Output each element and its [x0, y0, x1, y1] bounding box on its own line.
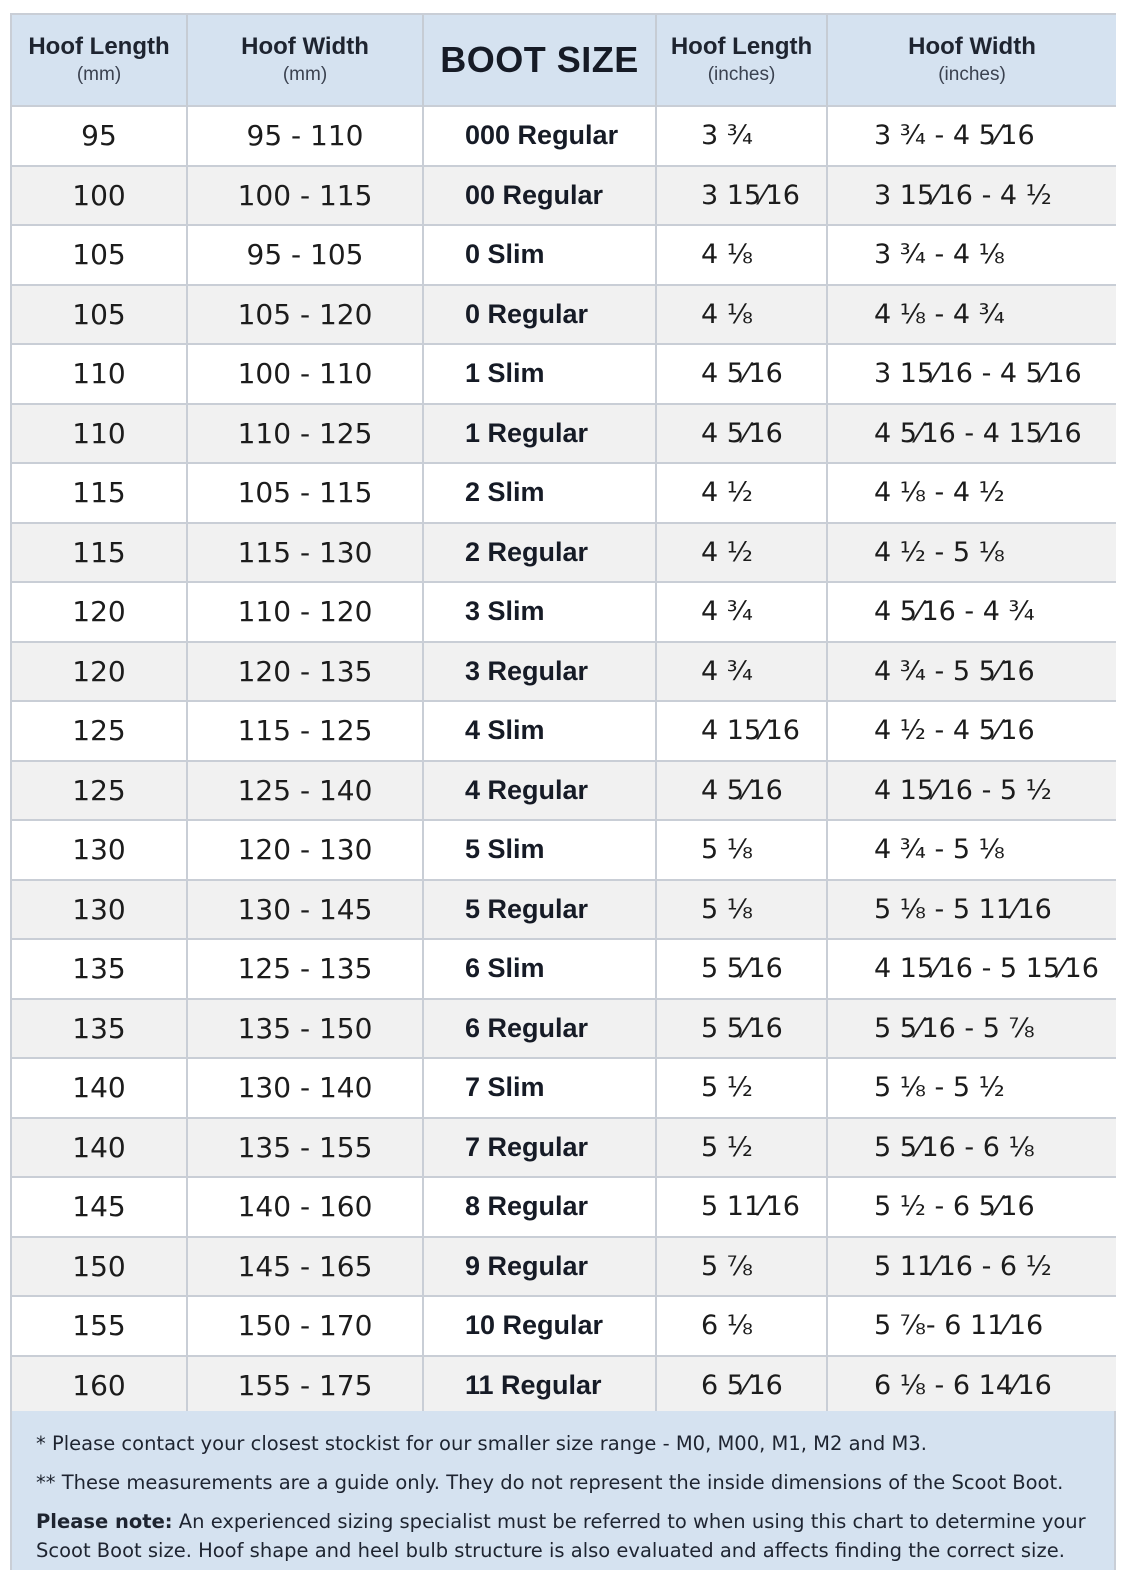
table-row	[12, 820, 1116, 880]
cell-hoof-length-in: 5 5⁄16	[656, 939, 827, 999]
cell-hoof-width-mm: 110 - 125	[187, 404, 423, 464]
cell-hoof-width-mm: 155 - 175	[187, 1356, 423, 1415]
cell-hoof-width-in: 4 ¾ - 5 ⅛	[827, 820, 1116, 880]
cell-hoof-length-mm: 130	[12, 880, 187, 940]
cell-hoof-length-mm: 160	[12, 1356, 187, 1415]
cell-hoof-width-mm: 95 - 105	[187, 225, 423, 285]
cell-hoof-width-in: 5 5⁄16 - 5 ⅞	[827, 999, 1116, 1059]
cell-hoof-width-mm: 130 - 140	[187, 1058, 423, 1118]
table-row	[12, 582, 1116, 642]
cell-boot-size: 2 Slim	[423, 463, 656, 523]
cell-hoof-width-mm: 135 - 155	[187, 1118, 423, 1178]
cell-hoof-length-mm: 125	[12, 761, 187, 821]
note-label: Please note:	[36, 1510, 173, 1533]
cell-hoof-length-in: 4 ½	[656, 523, 827, 583]
header-title: Hoof Length	[28, 33, 170, 60]
cell-hoof-width-in: 6 ⅛ - 6 14⁄16	[827, 1356, 1116, 1415]
cell-hoof-length-in: 5 ½	[656, 1118, 827, 1178]
cell-hoof-length-mm: 125	[12, 701, 187, 761]
table-row	[12, 225, 1116, 285]
cell-hoof-length-mm: 115	[12, 523, 187, 583]
cell-hoof-width-in: 3 15⁄16 - 4 5⁄16	[827, 344, 1116, 404]
table-row	[12, 701, 1116, 761]
cell-hoof-length-in: 4 5⁄16	[656, 344, 827, 404]
header-hoof-width-mm	[187, 15, 423, 106]
header-title: Hoof Length	[670, 33, 813, 60]
note-please-note	[36, 1507, 1092, 1565]
header-unit: (inches)	[938, 64, 1006, 85]
cell-hoof-length-mm: 110	[12, 404, 187, 464]
table-row	[12, 761, 1116, 821]
cell-hoof-length-mm: 135	[12, 999, 187, 1059]
cell-hoof-width-mm: 130 - 145	[187, 880, 423, 940]
table-row	[12, 999, 1116, 1059]
cell-boot-size: 7 Regular	[423, 1118, 656, 1178]
cell-boot-size: 8 Regular	[423, 1177, 656, 1237]
cell-hoof-length-mm: 95	[12, 106, 187, 166]
cell-hoof-length-mm: 135	[12, 939, 187, 999]
cell-boot-size: 9 Regular	[423, 1237, 656, 1297]
header-title: Hoof Width	[908, 33, 1036, 60]
table-row	[12, 642, 1116, 702]
cell-boot-size: 000 Regular	[423, 106, 656, 166]
header-title: BOOT SIZE	[440, 39, 639, 80]
note-text: An experienced sizing specialist must be referred to when using this chart to determine your Scoot Boot size. Hoof shape and heel bulb structure is also evaluated and affects finding the correct size.	[36, 1510, 1086, 1562]
cell-hoof-width-in: 5 ½ - 6 5⁄16	[827, 1177, 1116, 1237]
cell-hoof-length-in: 4 5⁄16	[656, 761, 827, 821]
cell-hoof-width-mm: 125 - 140	[187, 761, 423, 821]
header-hoof-length-in	[656, 15, 827, 106]
table-row	[12, 285, 1116, 345]
cell-boot-size: 10 Regular	[423, 1296, 656, 1356]
size-chart	[10, 13, 1116, 1414]
cell-hoof-length-in: 4 ¾	[656, 582, 827, 642]
table-body	[12, 106, 1116, 1414]
cell-hoof-length-in: 6 ⅛	[656, 1296, 827, 1356]
cell-hoof-width-in: 3 ¾ - 4 5⁄16	[827, 106, 1116, 166]
cell-hoof-width-in: 5 ⅞- 6 11⁄16	[827, 1296, 1116, 1356]
cell-hoof-width-in: 4 ¾ - 5 5⁄16	[827, 642, 1116, 702]
cell-boot-size: 3 Slim	[423, 582, 656, 642]
notes-panel	[10, 1411, 1116, 1570]
cell-hoof-width-in: 5 ⅛ - 5 11⁄16	[827, 880, 1116, 940]
cell-hoof-length-in: 4 ¾	[656, 642, 827, 702]
cell-hoof-width-mm: 115 - 130	[187, 523, 423, 583]
cell-hoof-width-in: 4 ½ - 4 5⁄16	[827, 701, 1116, 761]
header-title: Hoof Width	[241, 33, 369, 60]
cell-boot-size: 3 Regular	[423, 642, 656, 702]
cell-boot-size: 2 Regular	[423, 523, 656, 583]
cell-boot-size: 4 Slim	[423, 701, 656, 761]
cell-hoof-width-in: 4 ½ - 5 ⅛	[827, 523, 1116, 583]
size-table	[12, 15, 1116, 1414]
header-unit: (mm)	[282, 64, 328, 85]
cell-hoof-length-in: 5 11⁄16	[656, 1177, 827, 1237]
cell-hoof-width-mm: 135 - 150	[187, 999, 423, 1059]
cell-hoof-width-mm: 150 - 170	[187, 1296, 423, 1356]
cell-hoof-width-in: 4 ⅛ - 4 ½	[827, 463, 1116, 523]
note-smaller-sizes: * Please contact your closest stockist for our smaller size range - M0, M00, M1, M2 and M3.	[36, 1432, 927, 1455]
cell-hoof-width-mm: 95 - 110	[187, 106, 423, 166]
cell-hoof-length-in: 4 ½	[656, 463, 827, 523]
cell-hoof-width-in: 3 ¾ - 4 ⅛	[827, 225, 1116, 285]
cell-boot-size: 5 Regular	[423, 880, 656, 940]
cell-hoof-length-mm: 100	[12, 166, 187, 226]
cell-boot-size: 00 Regular	[423, 166, 656, 226]
cell-hoof-length-in: 5 ⅞	[656, 1237, 827, 1297]
cell-hoof-width-mm: 120 - 135	[187, 642, 423, 702]
note-guide-only: ** These measurements are a guide only. They do not represent the inside dimensions of the Scoot Boot.	[36, 1471, 1064, 1494]
table-row	[12, 1296, 1116, 1356]
cell-hoof-width-mm: 105 - 115	[187, 463, 423, 523]
cell-hoof-width-mm: 100 - 110	[187, 344, 423, 404]
cell-hoof-width-mm: 105 - 120	[187, 285, 423, 345]
header-unit: (mm)	[76, 64, 122, 85]
cell-boot-size: 11 Regular	[423, 1356, 656, 1415]
cell-hoof-width-in: 4 5⁄16 - 4 ¾	[827, 582, 1116, 642]
cell-hoof-length-mm: 120	[12, 582, 187, 642]
header-boot-size	[423, 15, 656, 106]
cell-boot-size: 1 Regular	[423, 404, 656, 464]
cell-hoof-length-in: 4 ⅛	[656, 285, 827, 345]
cell-hoof-length-in: 6 5⁄16	[656, 1356, 827, 1415]
header-unit: (inches)	[707, 64, 776, 85]
cell-hoof-length-mm: 105	[12, 225, 187, 285]
cell-hoof-width-in: 4 ⅛ - 4 ¾	[827, 285, 1116, 345]
cell-hoof-width-mm: 145 - 165	[187, 1237, 423, 1297]
cell-hoof-width-in: 5 11⁄16 - 6 ½	[827, 1237, 1116, 1297]
table-row	[12, 404, 1116, 464]
cell-hoof-length-mm: 110	[12, 344, 187, 404]
cell-hoof-width-in: 4 15⁄16 - 5 15⁄16	[827, 939, 1116, 999]
cell-hoof-length-mm: 120	[12, 642, 187, 702]
cell-hoof-length-in: 4 5⁄16	[656, 404, 827, 464]
cell-hoof-length-mm: 140	[12, 1058, 187, 1118]
cell-hoof-length-mm: 115	[12, 463, 187, 523]
cell-boot-size: 5 Slim	[423, 820, 656, 880]
cell-hoof-width-mm: 110 - 120	[187, 582, 423, 642]
cell-boot-size: 6 Regular	[423, 999, 656, 1059]
cell-hoof-length-mm: 150	[12, 1237, 187, 1297]
cell-hoof-length-mm: 105	[12, 285, 187, 345]
cell-hoof-length-in: 4 15⁄16	[656, 701, 827, 761]
cell-hoof-length-mm: 155	[12, 1296, 187, 1356]
table-row	[12, 1177, 1116, 1237]
table-row	[12, 166, 1116, 226]
cell-hoof-width-in: 3 15⁄16 - 4 ½	[827, 166, 1116, 226]
cell-hoof-width-mm: 120 - 130	[187, 820, 423, 880]
table-row	[12, 939, 1116, 999]
table-row	[12, 1058, 1116, 1118]
cell-hoof-width-in: 4 15⁄16 - 5 ½	[827, 761, 1116, 821]
cell-boot-size: 6 Slim	[423, 939, 656, 999]
cell-hoof-length-in: 5 ⅛	[656, 820, 827, 880]
table-row	[12, 344, 1116, 404]
header-hoof-length-mm	[12, 15, 187, 106]
header-hoof-width-in	[827, 15, 1116, 106]
cell-boot-size: 4 Regular	[423, 761, 656, 821]
table-row	[12, 1237, 1116, 1297]
cell-hoof-length-in: 4 ⅛	[656, 225, 827, 285]
table-row	[12, 106, 1116, 166]
cell-hoof-length-mm: 140	[12, 1118, 187, 1178]
table-row	[12, 1356, 1116, 1415]
cell-boot-size: 0 Regular	[423, 285, 656, 345]
cell-hoof-width-in: 5 5⁄16 - 6 ⅛	[827, 1118, 1116, 1178]
cell-hoof-length-mm: 145	[12, 1177, 187, 1237]
cell-hoof-width-in: 5 ⅛ - 5 ½	[827, 1058, 1116, 1118]
cell-hoof-length-in: 5 ½	[656, 1058, 827, 1118]
cell-hoof-length-in: 5 ⅛	[656, 880, 827, 940]
header-row	[12, 15, 1116, 106]
cell-hoof-length-in: 5 5⁄16	[656, 999, 827, 1059]
cell-hoof-length-in: 3 ¾	[656, 106, 827, 166]
cell-hoof-width-in: 4 5⁄16 - 4 15⁄16	[827, 404, 1116, 464]
table-row	[12, 463, 1116, 523]
cell-hoof-width-mm: 125 - 135	[187, 939, 423, 999]
cell-boot-size: 0 Slim	[423, 225, 656, 285]
cell-boot-size: 7 Slim	[423, 1058, 656, 1118]
table-row	[12, 1118, 1116, 1178]
table-row	[12, 523, 1116, 583]
cell-hoof-length-mm: 130	[12, 820, 187, 880]
cell-boot-size: 1 Slim	[423, 344, 656, 404]
cell-hoof-length-in: 3 15⁄16	[656, 166, 827, 226]
cell-hoof-width-mm: 115 - 125	[187, 701, 423, 761]
table-row	[12, 880, 1116, 940]
cell-hoof-width-mm: 100 - 115	[187, 166, 423, 226]
cell-hoof-width-mm: 140 - 160	[187, 1177, 423, 1237]
